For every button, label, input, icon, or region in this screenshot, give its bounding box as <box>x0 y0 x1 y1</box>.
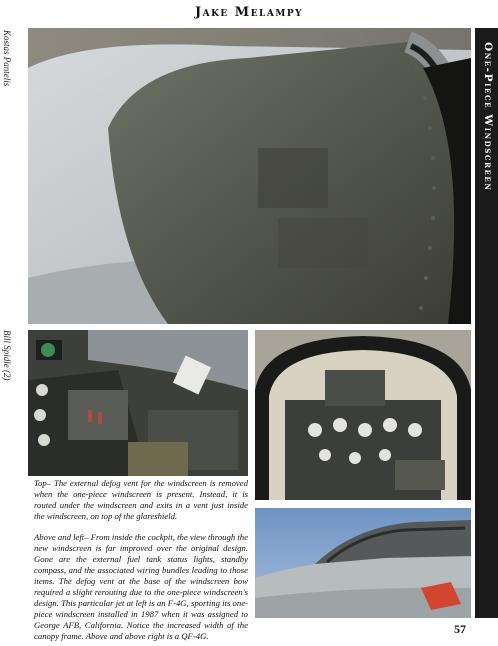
photo-credit-bottom: Bill Spidle (2) <box>2 330 12 381</box>
page-number: 57 <box>454 622 466 636</box>
section-tab <box>475 28 498 618</box>
section-tab-label: One-Piece Windscreen <box>482 42 494 192</box>
photo-cockpit-interior <box>28 330 248 476</box>
caption-top: Top– The external defog vent for the windscreen is removed when the one-piece windscreen is present. Instead, it is routed under the windscreen and exits in a vent just inside the windscreen, on top of the glareshield. <box>34 478 248 521</box>
photo-windscreen-view <box>255 330 471 500</box>
photo-windscreen-exterior <box>28 28 471 324</box>
photo-credit-top: Kostas Pantelis <box>2 30 12 87</box>
page-header-title: Jake Melampy <box>194 5 304 20</box>
photo-canopy-profile <box>255 508 471 618</box>
caption-above-left: Above and left– From inside the cockpit, the view through the new windscreen is far improved over the original design. Gone are the external fuel tank status lights, standby compass, and the associated wiring bundles leading to those items. The defog vent at the base of the windscreen bow required a slight rerouting due to the one-piece windscreen's design. This particular jet at left is an F-4G, sporting its one-piece windscreen installed in 1987 when it was assigned to George AFB, California. Notice the increased width of the canopy frame. Above and above right is a QF-4G. <box>34 532 248 641</box>
